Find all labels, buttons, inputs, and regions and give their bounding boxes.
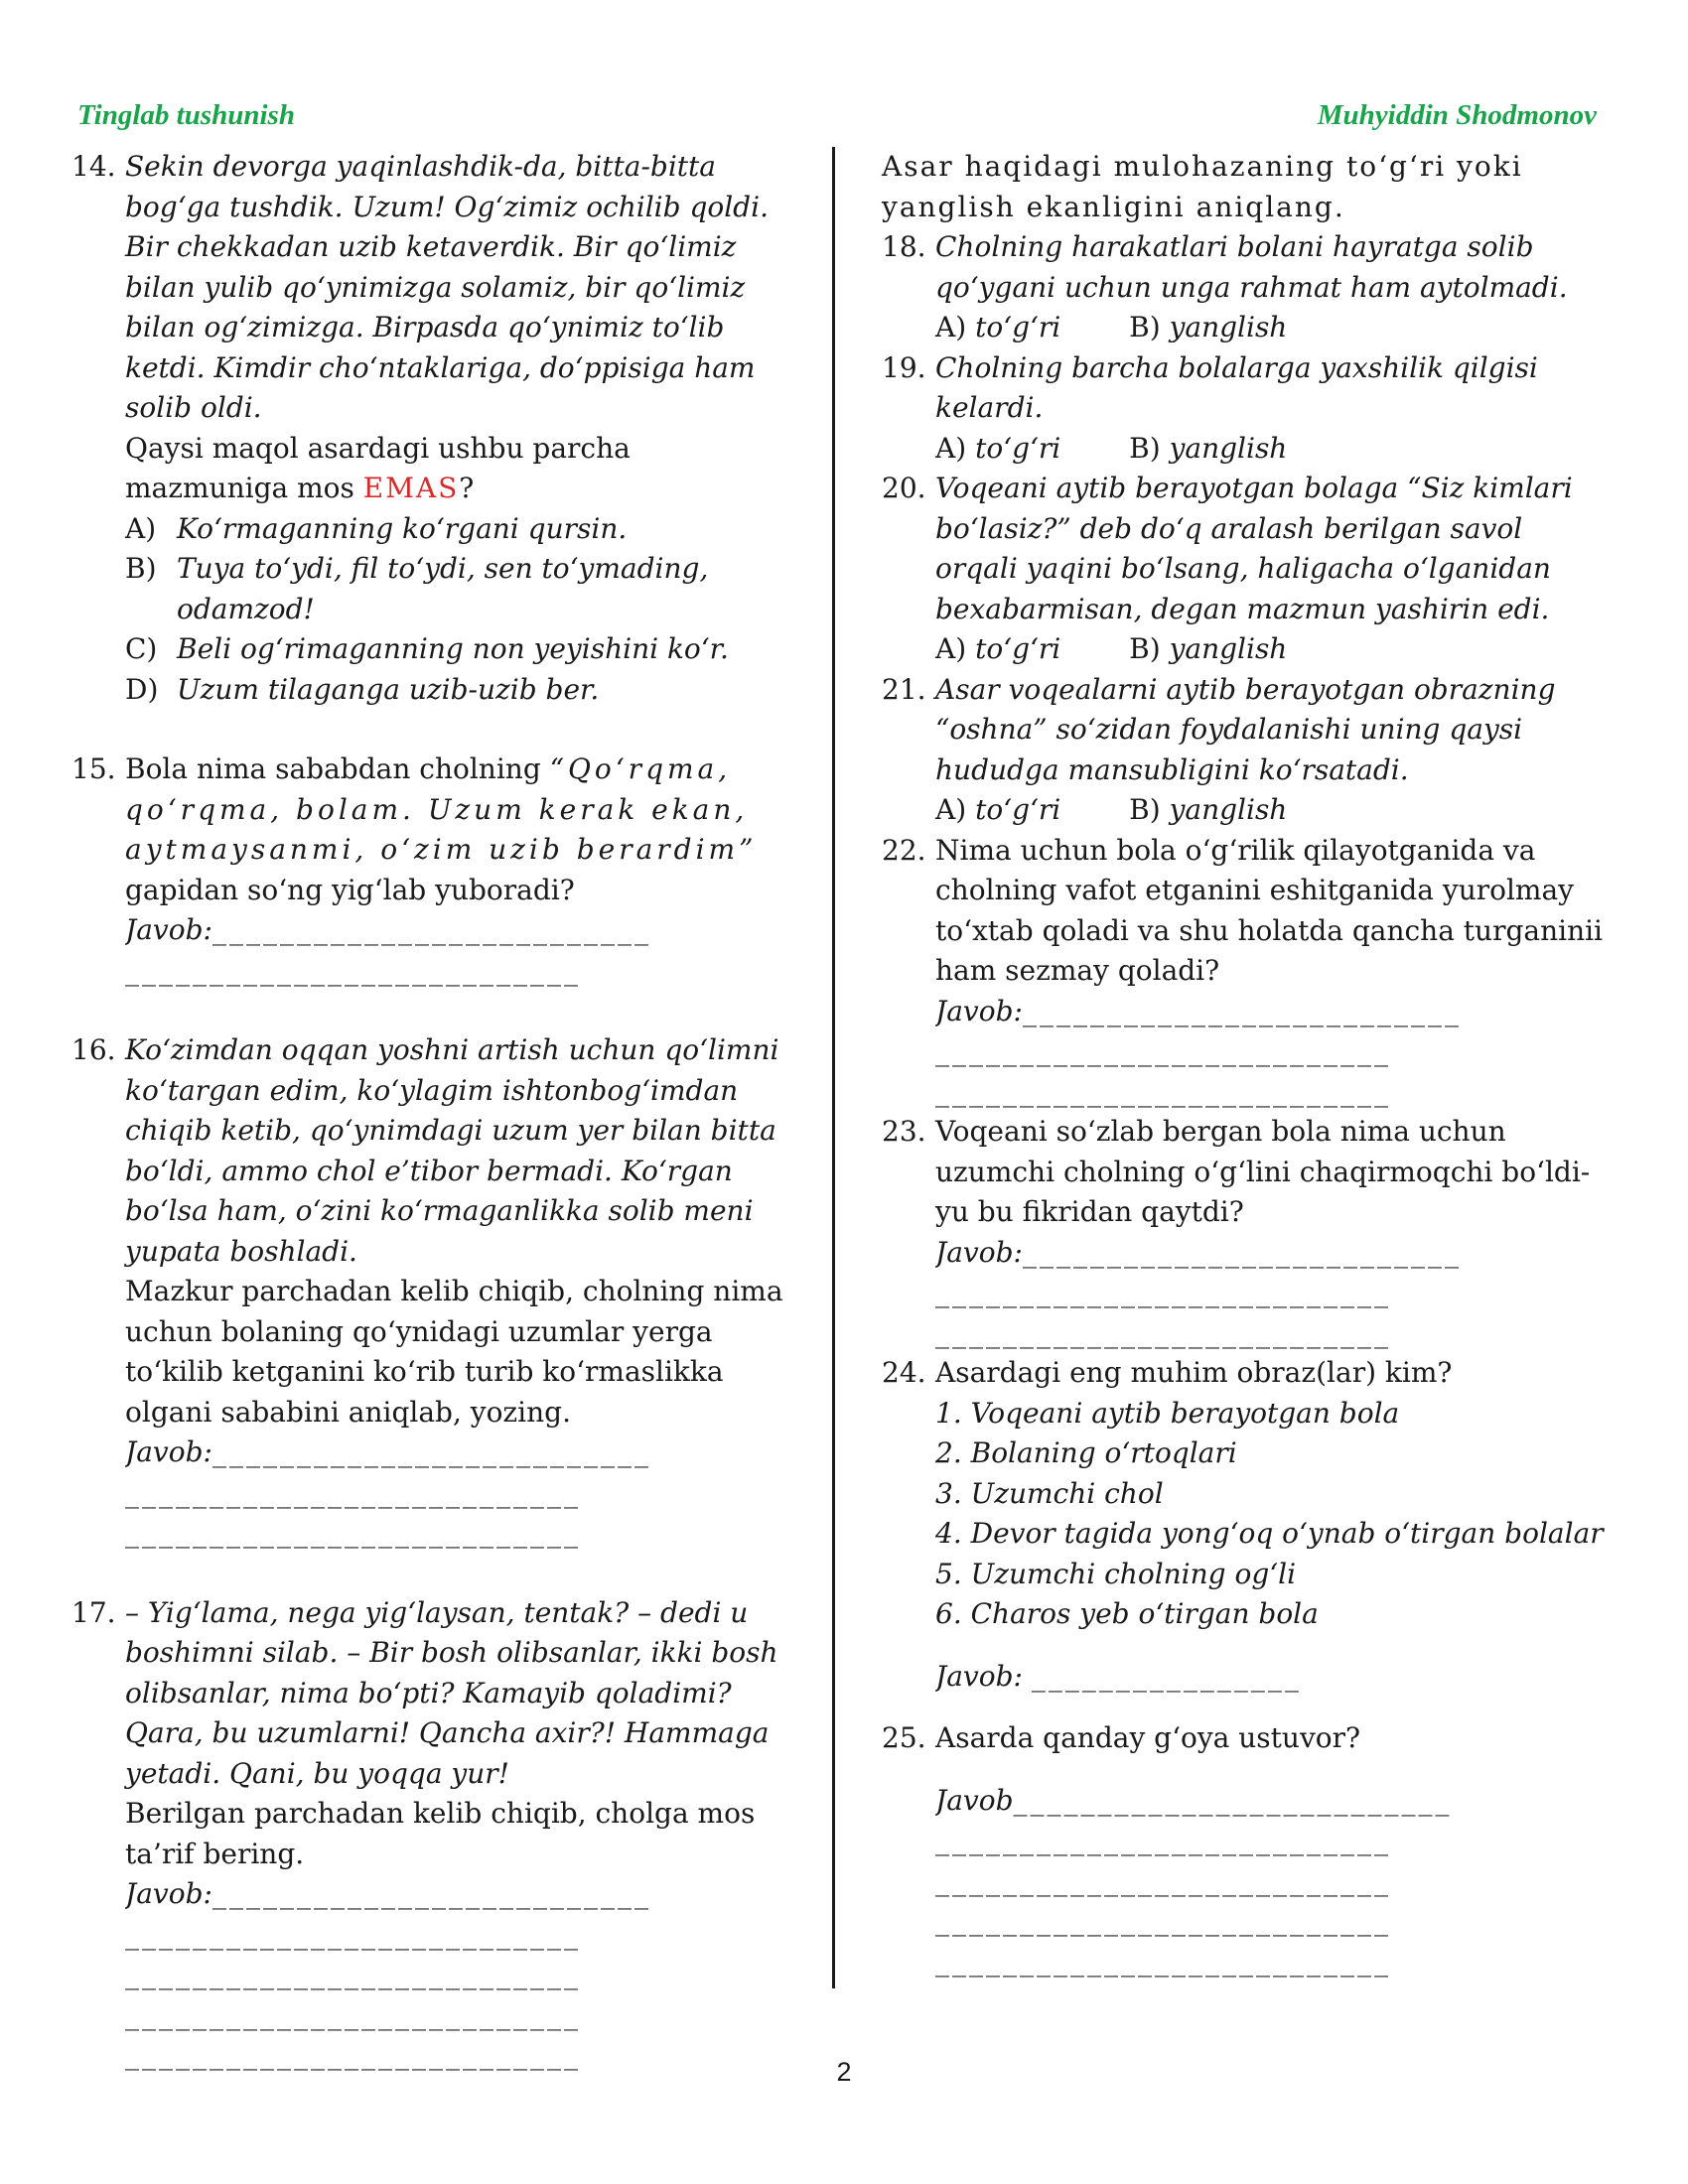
question-22 xyxy=(882,831,1607,1113)
question-number: 25. xyxy=(882,1721,926,1754)
question-19 xyxy=(882,348,1607,470)
true-false-options xyxy=(935,308,1607,348)
question-text: Mazkur parchadan kelib chiqib, cholning nima uchun bolaning qo‘ynidagi uzumlar yerga to‘kilib ketganini ko‘rib turib ko‘rmaslikka olgani sababini aniqlab, yozing. xyxy=(125,1275,783,1429)
passage: Ko‘zimdan oqqan yoshni artish uchun qo‘limni ko‘targan edim, ko‘ylagim ishtonbog‘imdan chiqib ketib, qo‘ynimdagi uzum yer bilan bitta bo‘ldi, ammo chol e’tibor bermadi. Ko‘rgan bo‘lsa ham, o‘zini ko‘rmaganlikka solib meni yupata boshladi. xyxy=(125,1033,779,1268)
true-false-options xyxy=(935,629,1607,670)
option-b[interactable]: B) Tuya to‘ydi, fil to‘ydi, sen to‘ymading, odamzod! xyxy=(125,552,709,625)
option-false[interactable]: B) yanglish xyxy=(1129,632,1288,665)
passage: Sekin devorga yaqinlashdik-da, bitta-bitta bog‘ga tushdik. Uzum! Og‘zimiz ochilib qoldi. Bir chekkadan uzib ketaverdik. Bir qo‘limiz bilan yulib qo‘ynimizga solamiz, bir qo‘limiz bilan og‘zimizga. Birpasda qo‘ynimiz to‘lib ketdi. Kimdir cho‘ntaklariga, do‘ppisiga ham solib oldi. xyxy=(125,150,769,424)
true-false-options xyxy=(935,790,1607,831)
answer-line[interactable]: Javob:__________________________ xyxy=(935,1235,1462,1269)
question-number: 18. xyxy=(882,230,926,263)
question-16 xyxy=(71,1030,796,1554)
question-21 xyxy=(882,670,1607,831)
question-25 xyxy=(882,1718,1607,1981)
question-text: Bola nima sababdan cholning “Qo‘rqma, qo‘rqma, bolam. Uzum kerak ekan, aytmaysanmi, o‘zim uzib berardim” gapidan so‘ng yig‘lab yuboradi? xyxy=(125,752,758,906)
option-false[interactable]: B) yanglish xyxy=(1129,793,1288,826)
question-text: Berilgan parchadan kelib chiqib, cholga mos ta’rif bering. xyxy=(125,1797,756,1870)
option-true[interactable]: A) to‘g‘ri xyxy=(935,311,1061,343)
list-item: 2. Bolaning o‘rtoqlari xyxy=(935,1436,1237,1469)
answer-line[interactable]: Javob__________________________ xyxy=(935,1783,1453,1817)
question-number: 15. xyxy=(71,752,116,785)
statement: Voqeani aytib berayotgan bolaga “Siz kimlari bo‘lasiz?” deb do‘q aralash berilgan savol orqali yaqini bo‘lsang, haligacha o‘lganidan bexabarmisan, degan mazmun yashirin edi. xyxy=(935,472,1573,625)
answer-line[interactable]: ___________________________ xyxy=(935,1315,1391,1349)
question-text: Voqeani so‘zlab bergan bola nima uchun uzumchi cholning o‘g‘lini chaqirmoqchi bo‘ldi-yu bu fikridan qaytdi? xyxy=(935,1115,1591,1228)
column-divider xyxy=(832,147,835,1988)
answer-line[interactable]: ___________________________ xyxy=(935,1074,1391,1108)
list-item: 5. Uzumchi cholning og‘li xyxy=(935,1557,1297,1590)
answer-line[interactable]: Javob:__________________________ xyxy=(125,1435,651,1468)
true-false-options xyxy=(935,429,1607,470)
answer-line[interactable]: Javob: ________________ xyxy=(935,1659,1302,1693)
left-column xyxy=(71,147,796,2076)
answer-line[interactable]: ___________________________ xyxy=(125,1997,581,2031)
statement: Cholning barcha bolalarga yaxshilik qilgisi kelardi. xyxy=(935,350,1538,424)
option-true[interactable]: A) to‘g‘ri xyxy=(935,632,1061,665)
page-number: 2 xyxy=(836,2057,852,2087)
quote: “Qo‘rqma, qo‘rqma, bolam. Uzum kerak ekan, aytmaysanmi, o‘zim uzib berardim” xyxy=(125,752,758,866)
answer-line[interactable]: Javob:__________________________ xyxy=(125,913,651,946)
question-number: 20. xyxy=(882,472,926,504)
answer-line[interactable]: ___________________________ xyxy=(125,1958,581,1990)
option-true[interactable]: A) to‘g‘ri xyxy=(935,431,1061,465)
question-number: 23. xyxy=(882,1115,926,1148)
answer-line[interactable]: ___________________________ xyxy=(935,1824,1391,1856)
answer-line[interactable]: ___________________________ xyxy=(125,1516,581,1549)
answer-line[interactable]: ___________________________ xyxy=(125,1475,581,1509)
answer-line[interactable]: ___________________________ xyxy=(125,1917,581,1951)
option-a[interactable]: A) Ko‘rmaganning ko‘rgani qursin. xyxy=(125,511,628,545)
question-number: 19. xyxy=(882,350,926,384)
question-24 xyxy=(882,1353,1607,1697)
question-15 xyxy=(71,750,796,991)
passage: – Yig‘lama, nega yig‘laysan, tentak? – dedi u boshimni silab. – Bir bosh olibsanlar, ikki bosh olibsanlar, nima bo‘pti? Kamayib qoladimi? Qara, bu uzumlarni! Qancha axir?! Hammaga yetadi. Qani, bu yoqqa yur! xyxy=(125,1595,778,1790)
answer-line[interactable]: ___________________________ xyxy=(935,1944,1391,1978)
answer-line[interactable]: Javob:__________________________ xyxy=(125,1877,651,1910)
right-column xyxy=(882,147,1607,1981)
character-list xyxy=(935,1394,1607,1635)
question-17 xyxy=(71,1593,796,2076)
header-right-author: Muhyiddin Shodmonov xyxy=(1317,99,1597,131)
answer-line[interactable]: ___________________________ xyxy=(125,2038,581,2071)
question-14 xyxy=(71,147,796,710)
question-text: Nima uchun bola o‘g‘rilik qilayotganida va cholning vafot etganini eshitganida yurolmay to‘xtab qoladi va shu holatda qancha turganinii ham sezmay qoladi? xyxy=(935,833,1604,987)
list-item: 1. Voqeani aytib berayotgan bola xyxy=(935,1396,1400,1430)
question-23 xyxy=(882,1112,1607,1353)
answer-line[interactable]: ___________________________ xyxy=(935,1276,1391,1308)
answer-line[interactable]: Javob:__________________________ xyxy=(935,994,1462,1027)
true-false-instruction: Asar haqidagi mulohazaning to‘g‘ri yoki yanglish ekanligini aniqlang. xyxy=(882,150,1523,223)
question-number: 24. xyxy=(882,1356,926,1389)
statement: Cholning harakatlari bolani hayratga solib qo‘ygani uchun unga rahmat ham aytolmadi. xyxy=(935,230,1568,304)
question-text: Qaysi maqol asardagi ushbu parcha mazmuniga mos EMAS? xyxy=(125,431,631,504)
option-true[interactable]: A) to‘g‘ri xyxy=(935,793,1061,826)
option-d[interactable]: D) Uzum tilaganga uzib-uzib ber. xyxy=(125,672,600,706)
list-item: 4. Devor tagida yong‘oq o‘ynab o‘tirgan bolalar xyxy=(935,1517,1604,1550)
question-18 xyxy=(882,227,1607,348)
option-c[interactable]: C) Beli og‘rimaganning non yeyishini ko‘r. xyxy=(125,632,729,665)
answer-line[interactable]: ___________________________ xyxy=(935,1904,1391,1937)
question-text: Asarda qanday g‘oya ustuvor? xyxy=(935,1721,1361,1754)
question-20 xyxy=(882,469,1607,670)
answer-line[interactable]: ___________________________ xyxy=(125,953,581,987)
question-number: 21. xyxy=(882,672,926,706)
question-number: 14. xyxy=(71,150,116,183)
list-item: 3. Uzumchi chol xyxy=(935,1476,1164,1510)
emphasis-emas: EMAS xyxy=(362,472,460,504)
question-number: 22. xyxy=(882,833,926,867)
answer-line[interactable]: ___________________________ xyxy=(935,1034,1391,1067)
question-number: 16. xyxy=(71,1033,116,1066)
option-false[interactable]: B) yanglish xyxy=(1129,431,1288,465)
header-left-title: Tinglab tushunish xyxy=(77,99,295,131)
answer-line[interactable]: ___________________________ xyxy=(935,1863,1391,1897)
question-number: 17. xyxy=(71,1595,116,1629)
list-item: 6. Charos yeb o‘tirgan bola xyxy=(935,1597,1319,1630)
option-false[interactable]: B) yanglish xyxy=(1129,311,1288,343)
question-text: Asardagi eng muhim obraz(lar) kim? xyxy=(935,1356,1453,1389)
statement: Asar voqealarni aytib berayotgan obrazning “oshna” so‘zidan foydalanishi uning qaysi hududga mansubligini ko‘rsatadi. xyxy=(935,672,1556,786)
